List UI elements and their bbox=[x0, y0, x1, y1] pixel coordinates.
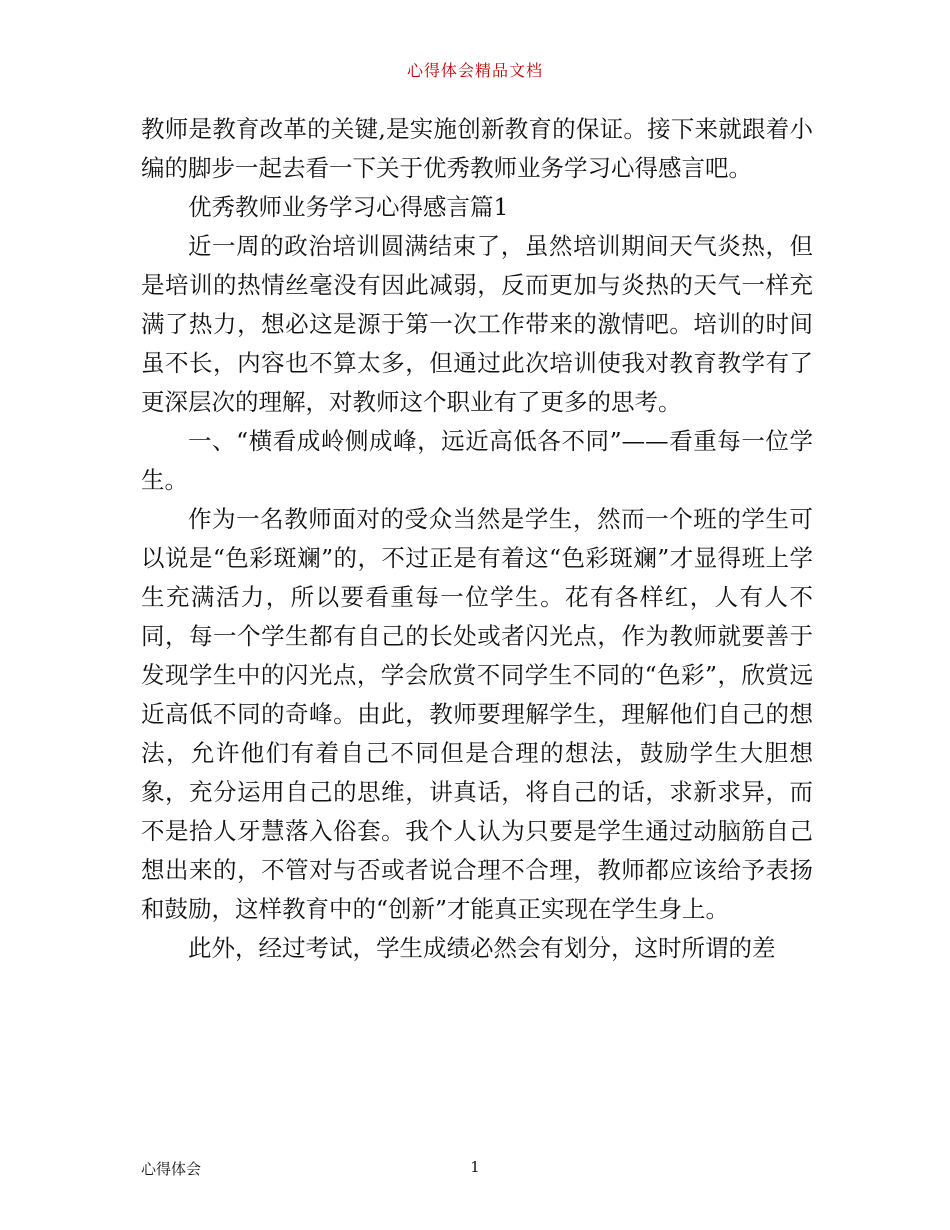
footer-label: 心得体会 bbox=[141, 1160, 202, 1178]
paragraph-training: 近一周的政治培训圆满结束了，虽然培训期间天气炎热，但是培训的热情丝毫没有因此减弱，反而更加与炎热的天气一样充满了热力，想必这是源于第一次工作带来的激情吧。培训的时间虽不长，内容也不算太多，但通过此次培训使我对教育教学有了更深层次的理解，对教师这个职业有了更多的思考。 bbox=[141, 232, 813, 416]
document-body bbox=[141, 110, 813, 968]
paragraph-exam: 此外，经过考试，学生成绩必然会有划分，这时所谓的差 bbox=[188, 934, 776, 962]
paragraph-students: 作为一名教师面对的受众当然是学生，然而一个班的学生可以说是“色彩斑斓”的，不过正是有着这“色彩斑斓”才显得班上学生充满活力，所以要看重每一位学生。花有各样红，人有人不同，每一个学生都有自己的长处或者闪光点，作为教师就要善于发现学生中的闪光点，学会欣赏不同学生不同的“色彩”，欣赏远近高低不同的奇峰。由此，教师要理解学生，理解他们自己的想法，允许他们有着自己不同但是合理的想法，鼓励学生大胆想象，充分运用自己的思维，讲真话，将自己的话，求新求异，而不是拾人牙慧落入俗套。我个人认为只要是学生通过动脑筋自己想出来的，不管对与否或者说合理不合理，教师都应该给予表扬和鼓励，这样教育中的“创新”才能真正实现在学生身上。 bbox=[141, 505, 813, 923]
paragraph-intro: 教师是教育改革的关键,是实施创新教育的保证。接下来就跟着小编的脚步一起去看一下关于优秀教师业务学习心得感言吧。 bbox=[141, 115, 813, 182]
document-header-title: 心得体会精品文档 bbox=[406, 61, 543, 80]
section-heading: 优秀教师业务学习心得感言篇1 bbox=[188, 193, 509, 221]
paragraph-point-one: 一、“横看成岭侧成峰，远近高低各不同”——看重每一位学生。 bbox=[141, 427, 813, 494]
page-number: 1 bbox=[470, 1158, 480, 1176]
